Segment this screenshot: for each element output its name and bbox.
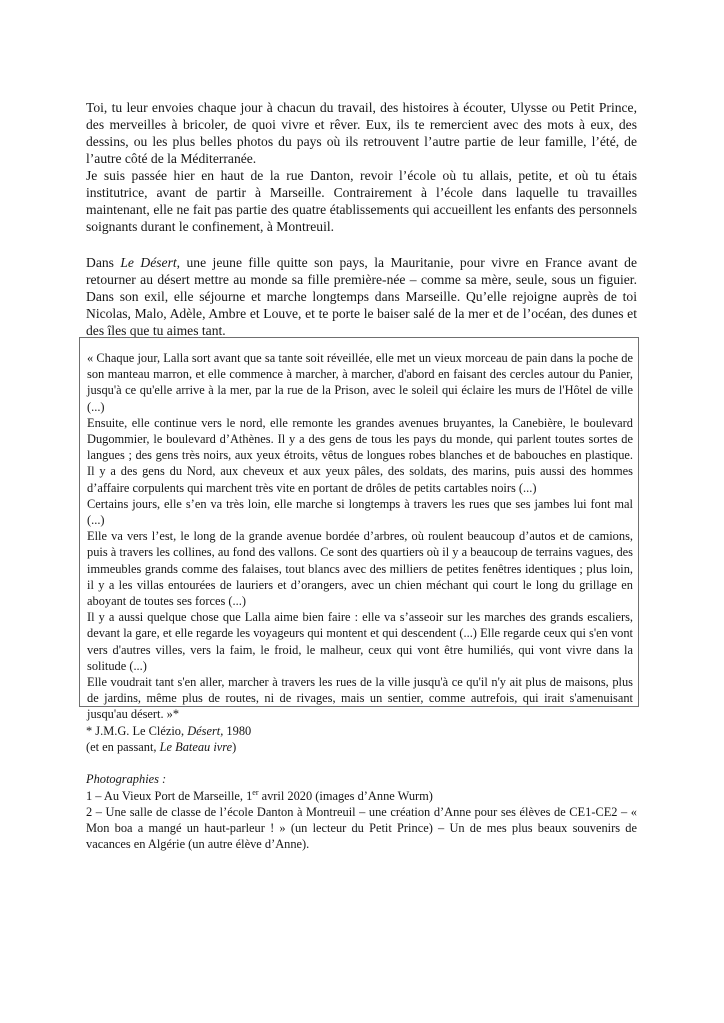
quote-paragraph: Il y a aussi quelque chose que Lalla aime bien faire : elle va s’asseoir sur les marches des grands escaliers, devant la gare, et elle regarde les voyageurs qui montent et qui descendent (...) Elle regarde ceux qui s'en vont vers d'autres villes, vers la faim, le froid, le malheur, ceux qui vont être humiliés, qui vont vivre dans la solitude (...) — [87, 610, 633, 673]
quote-paragraph: Ensuite, elle continue vers le nord, elle remonte les grandes avenues bruyantes, la Canebière, le boulevard Dugommier, le boulevard d’Athènes. Il y a des gens de tous les pays du monde, qui parlent toutes sortes de langues ; des gens très noirs, aux yeux étroits, vêtus de longues robes blanches et de babouches en plastique. Il y a des gens du Nord, aux cheveux et aux yeux pâles, des soldats, des marins, puis aussi des hommes d’affaire corpulents qui marchent très vite en portant de drôles de petits cartables noirs (...) — [87, 415, 633, 495]
quote-paragraph: Elle va vers l’est, le long de la grande avenue bordée d’arbres, où roulent beaucoup d’autos et de camions, puis à travers les collines, au fond des vallons. Ce sont des quartiers où il y a beaucoup de terrains vagues, des immeubles grands comme des falaises, tout blancs avec des milliers de petites fenêtres identiques ; plus loin, il y a les villas entourées de lauriers et d’orangers, avec un chien méchant qui court le long du grillage en aboyant de toutes ses forces (...) — [87, 529, 633, 609]
photo1-text: 1 – Au Vieux Port de Marseille, 1 — [86, 788, 253, 803]
desert-section — [86, 254, 637, 339]
photo-credit-1 — [86, 788, 637, 804]
photos-heading-text: Photographies : — [86, 772, 167, 787]
footnotes — [86, 723, 637, 852]
book-title: Le Désert — [120, 255, 177, 270]
quote-box — [79, 337, 639, 722]
citation-year: 1980 — [223, 724, 252, 738]
photo-credit-2: 2 – Une salle de classe de l’école Danton à Montreuil – une création d’Anne pour ses élèves de CE1-CE2 – « Mon boa a mangé un haut-parleur ! » (un lecteur du Petit Prince) – Un de mes plus beaux souvenirs de vacances en Algérie (un autre élève d’Anne). — [86, 804, 637, 852]
photos-heading — [86, 771, 637, 787]
paragraph-letter: Toi, tu leur envoies chaque jour à chacun du travail, des histoires à écouter, Ulysse ou Petit Prince, des merveilles à bricoler, de quoi vivre et rêver. Eux, ils te remercient avec des mots à eux, des dessins, ou les plus belles photos du pays où ils retrouvent l’autre partie de leur famille, l’été, de l’autre côté de la Méditerranée. — [86, 100, 637, 166]
quote-paragraph: Elle voudrait tant s'en aller, marcher à travers les rues de la ville jusqu'à ce qu'il n'y ait plus de maisons, plus de jardins, même plus de routes, ni de rivages, mais un sentier, comme autrefois, qui irait s'amenuisant jusqu'au désert. »* — [87, 675, 633, 722]
citation — [86, 723, 637, 739]
quote-paragraph: Certains jours, elle s’en va très loin, elle marche si longtemps à travers les rues que ses jambes lui font mal (...) — [87, 496, 633, 528]
paragraph-desert-start: Dans — [86, 255, 121, 270]
passing-suffix: ) — [232, 740, 237, 755]
spacer — [86, 755, 637, 771]
passing-prefix: (et en passant, — [86, 740, 160, 755]
citation-title: Désert, — [187, 724, 224, 738]
citation-author: * J.M.G. Le Clézio, — [86, 724, 188, 738]
passing-title: Le Bateau ivre — [159, 740, 233, 755]
paragraph-desert — [86, 254, 637, 339]
paragraph-school: Je suis passée hier en haut de la rue Danton, revoir l’école où tu allais, petite, et où tu étais institutrice, avant de partir à Marseille. Contrairement à l’école dans laquelle tu travailles maintenant, elle ne fait pas partie des quatre établissements qui accueillent les enfants des personnels soignants durant le confinement, à Montreuil. — [86, 168, 637, 234]
passing-note — [86, 739, 637, 755]
photo1-suffix: avril 2020 (images d’Anne Wurm) — [258, 788, 433, 803]
intro-section — [86, 99, 637, 235]
quote-paragraph: « Chaque jour, Lalla sort avant que sa tante soit réveillée, elle met un vieux morceau de pain dans la poche de son manteau marron, et elle commence à marcher, à marcher, d'abord en faisant des cercles autour du Panier, jusqu'à ce qu'elle arrive à la mer, par la rue de la Prison, avec le soleil qui éclaire les murs de l'Hôtel de ville (...) — [87, 351, 633, 414]
paragraph-desert-rest: , une jeune fille quitte son pays, la Mauritanie, pour vivre en France avant de retourner au désert mettre au monde sa fille première-née – comme sa mère, seule, sous un figuier. Dans son exil, elle séjourne et marche longtemps dans Marseille. Qu’elle rejoigne auprès de toi Nicolas, Malo, Adèle, Ambre et Louve, et te porte le baiser salé de la mer et de l’océan, des dunes et des îles que tu aimes tant. — [86, 255, 638, 338]
photo1-superscript: er — [252, 787, 259, 797]
quote-text — [87, 350, 633, 723]
